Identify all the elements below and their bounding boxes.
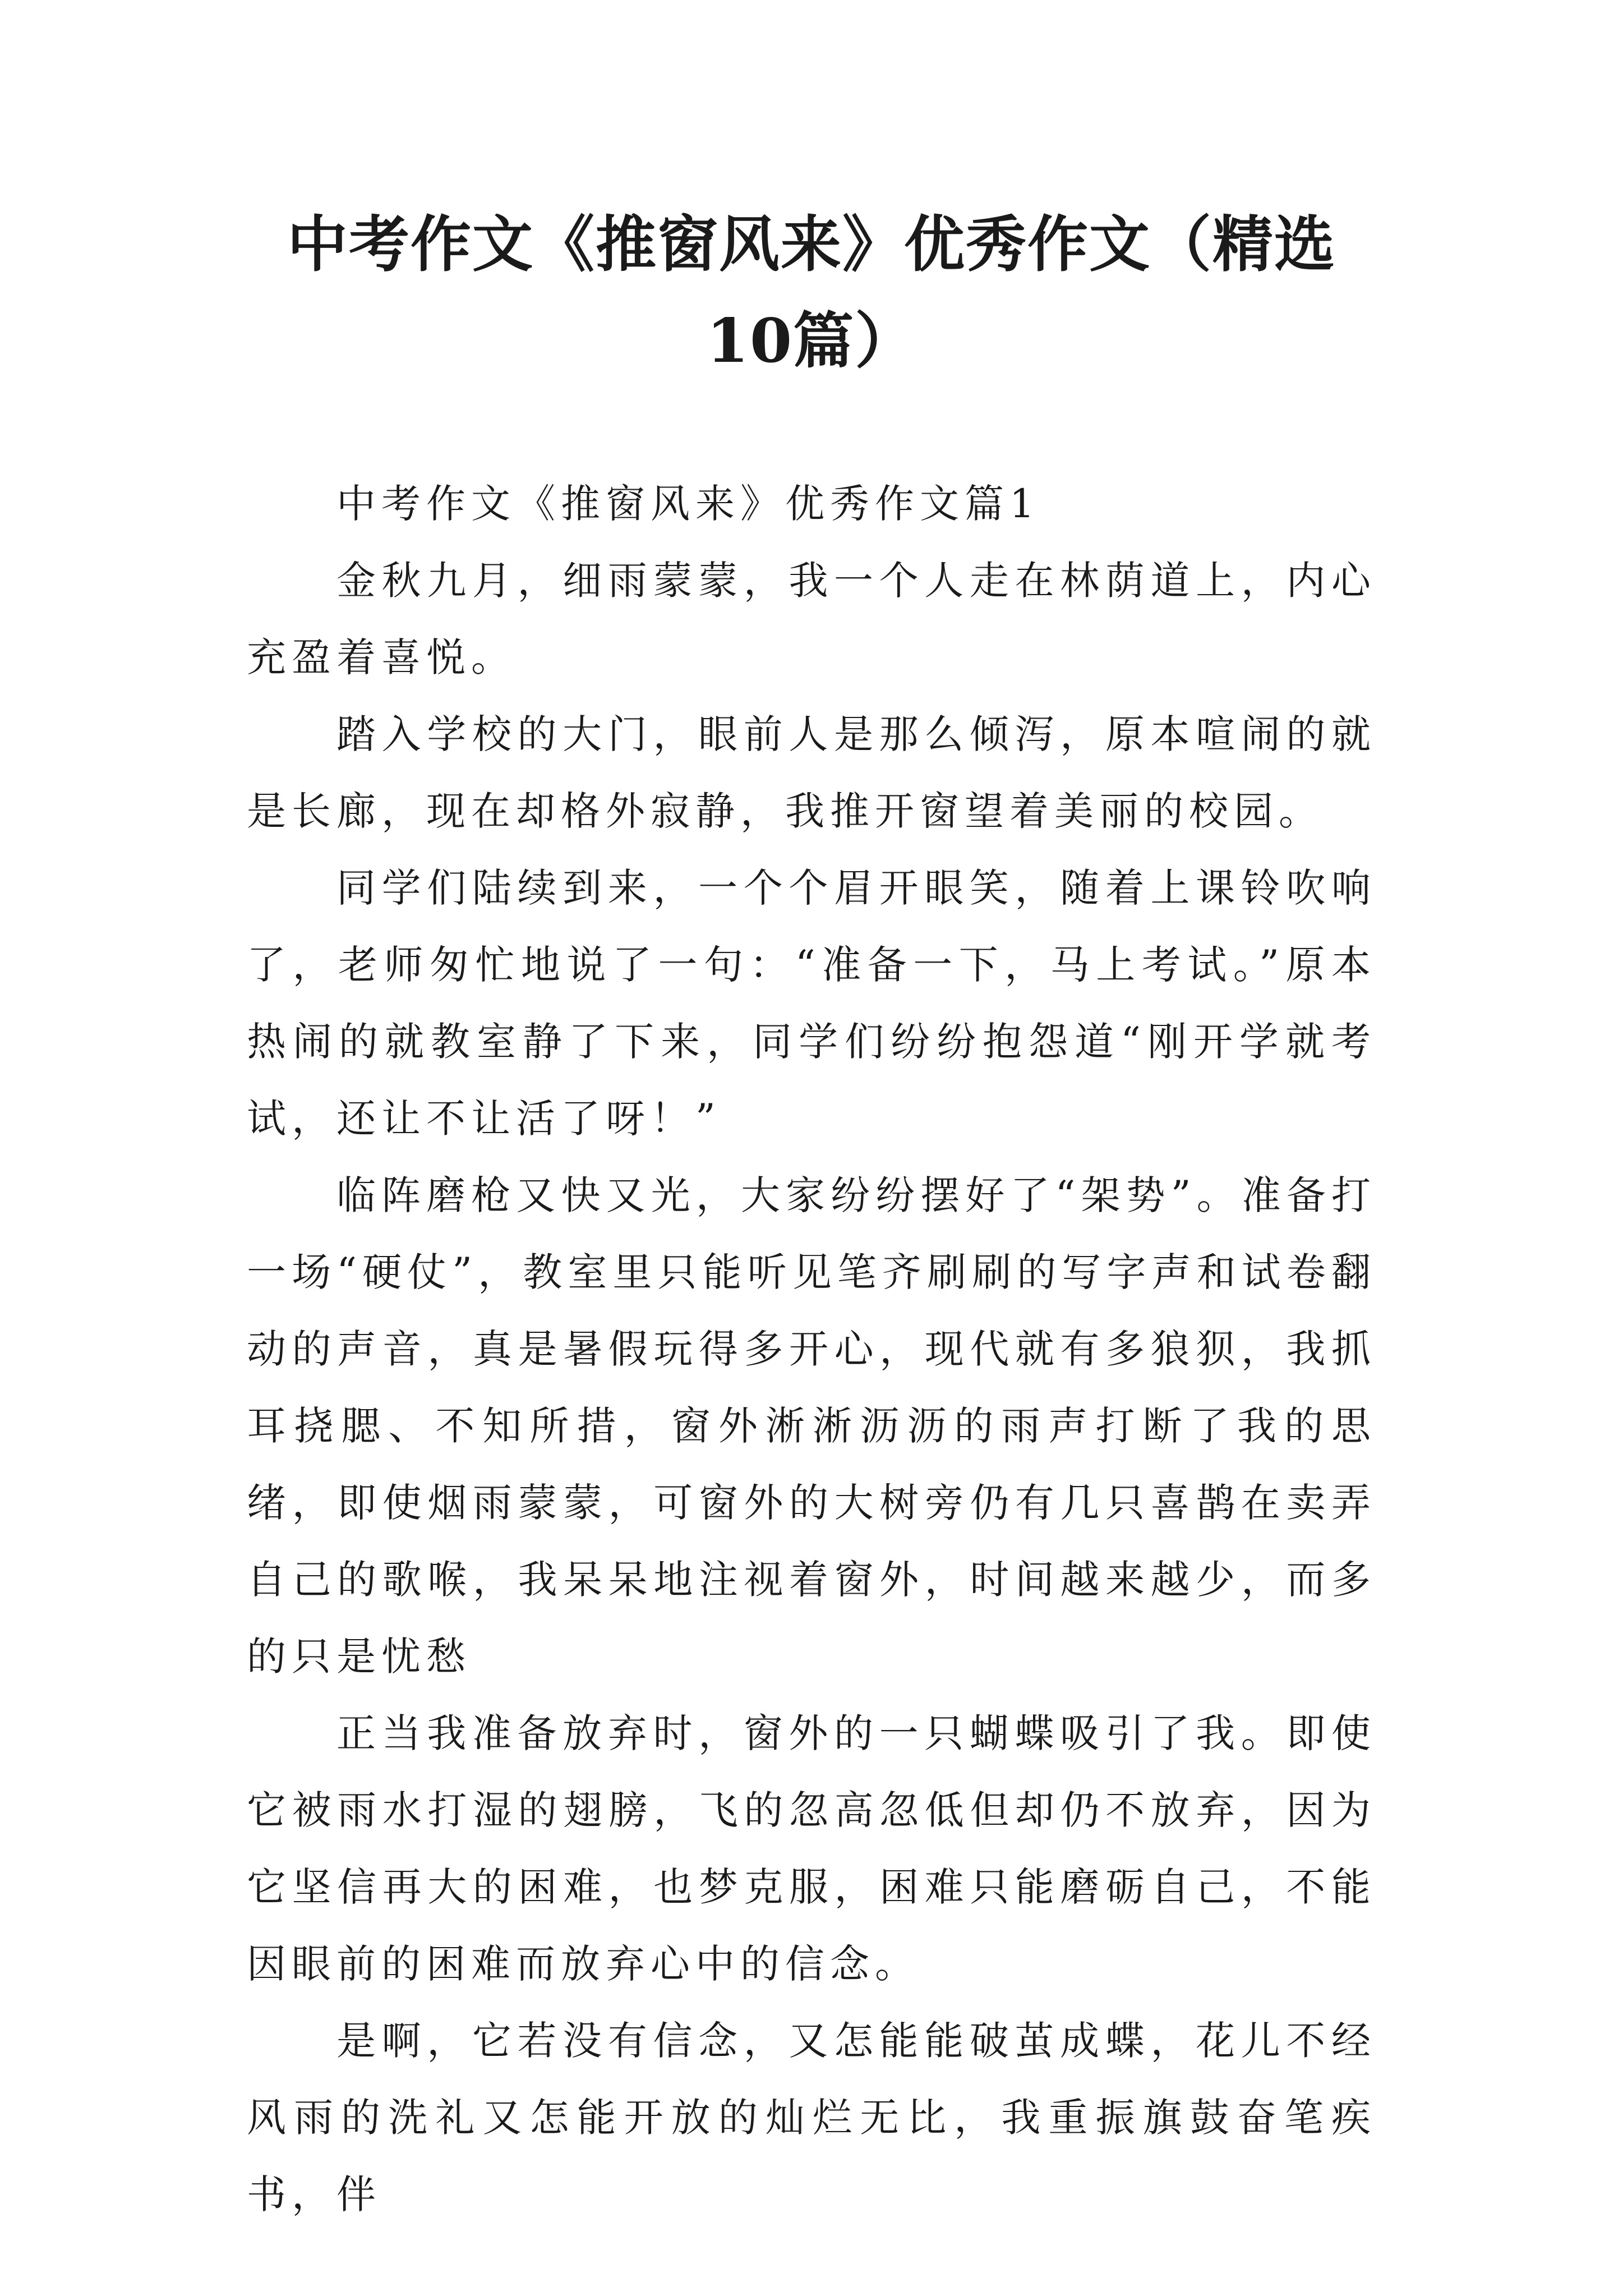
paragraph: 临阵磨枪又快又光，大家纷纷摆好了“架势”。准备打一场“硬仗”，教室里只能听见笔齐刷刷的写字声和试卷翻动的声音，真是暑假玩得多开心，现代就有多狼狈，我抓耳挠腮、不知所措，窗外淅淅沥沥的雨声打断了我的思绪，即使烟雨蒙蒙，可窗外的大树旁仍有几只喜鹊在卖弄自己的歌喉，我呆呆地注视着窗外，时间越来越少，而多的只是忧愁 xyxy=(247,1172,1376,1680)
paragraph: 踏入学校的大门，眼前人是那么倾泻，原本喧闹的就是长廊，现在却格外寂静，我推开窗望着美丽的校园。 xyxy=(247,711,1376,834)
paragraph: 正当我准备放弃时，窗外的一只蝴蝶吸引了我。即使它被雨水打湿的翅膀，飞的忽高忽低但却仍不放弃，因为它坚信再大的困难，也梦克服，困难只能磨砺自己，不能因眼前的困难而放弃心中的信念。 xyxy=(247,1710,1376,1987)
document-body xyxy=(247,466,1376,2233)
section-heading: 中考作文《推窗风来》优秀作文篇1 xyxy=(336,481,1040,527)
document-title: 中考作文《推窗风来》优秀作文（精选10篇） xyxy=(287,209,1336,376)
paragraph: 是啊，它若没有信念，又怎能能破茧成蝶，花儿不经风雨的洗礼又怎能开放的灿烂无比，我重振旗鼓奋笔疾书，伴 xyxy=(247,2018,1376,2217)
paragraph: 金秋九月，细雨蒙蒙，我一个人走在林荫道上，内心充盈着喜悦。 xyxy=(247,558,1376,680)
paragraph: 同学们陆续到来，一个个眉开眼笑，随着上课铃吹响了，老师匆忙地说了一句：“准备一下，马上考试。”原本热闹的就教室静了下来，同学们纷纷抱怨道“刚开学就考试，还让不让活了呀！” xyxy=(247,865,1376,1142)
